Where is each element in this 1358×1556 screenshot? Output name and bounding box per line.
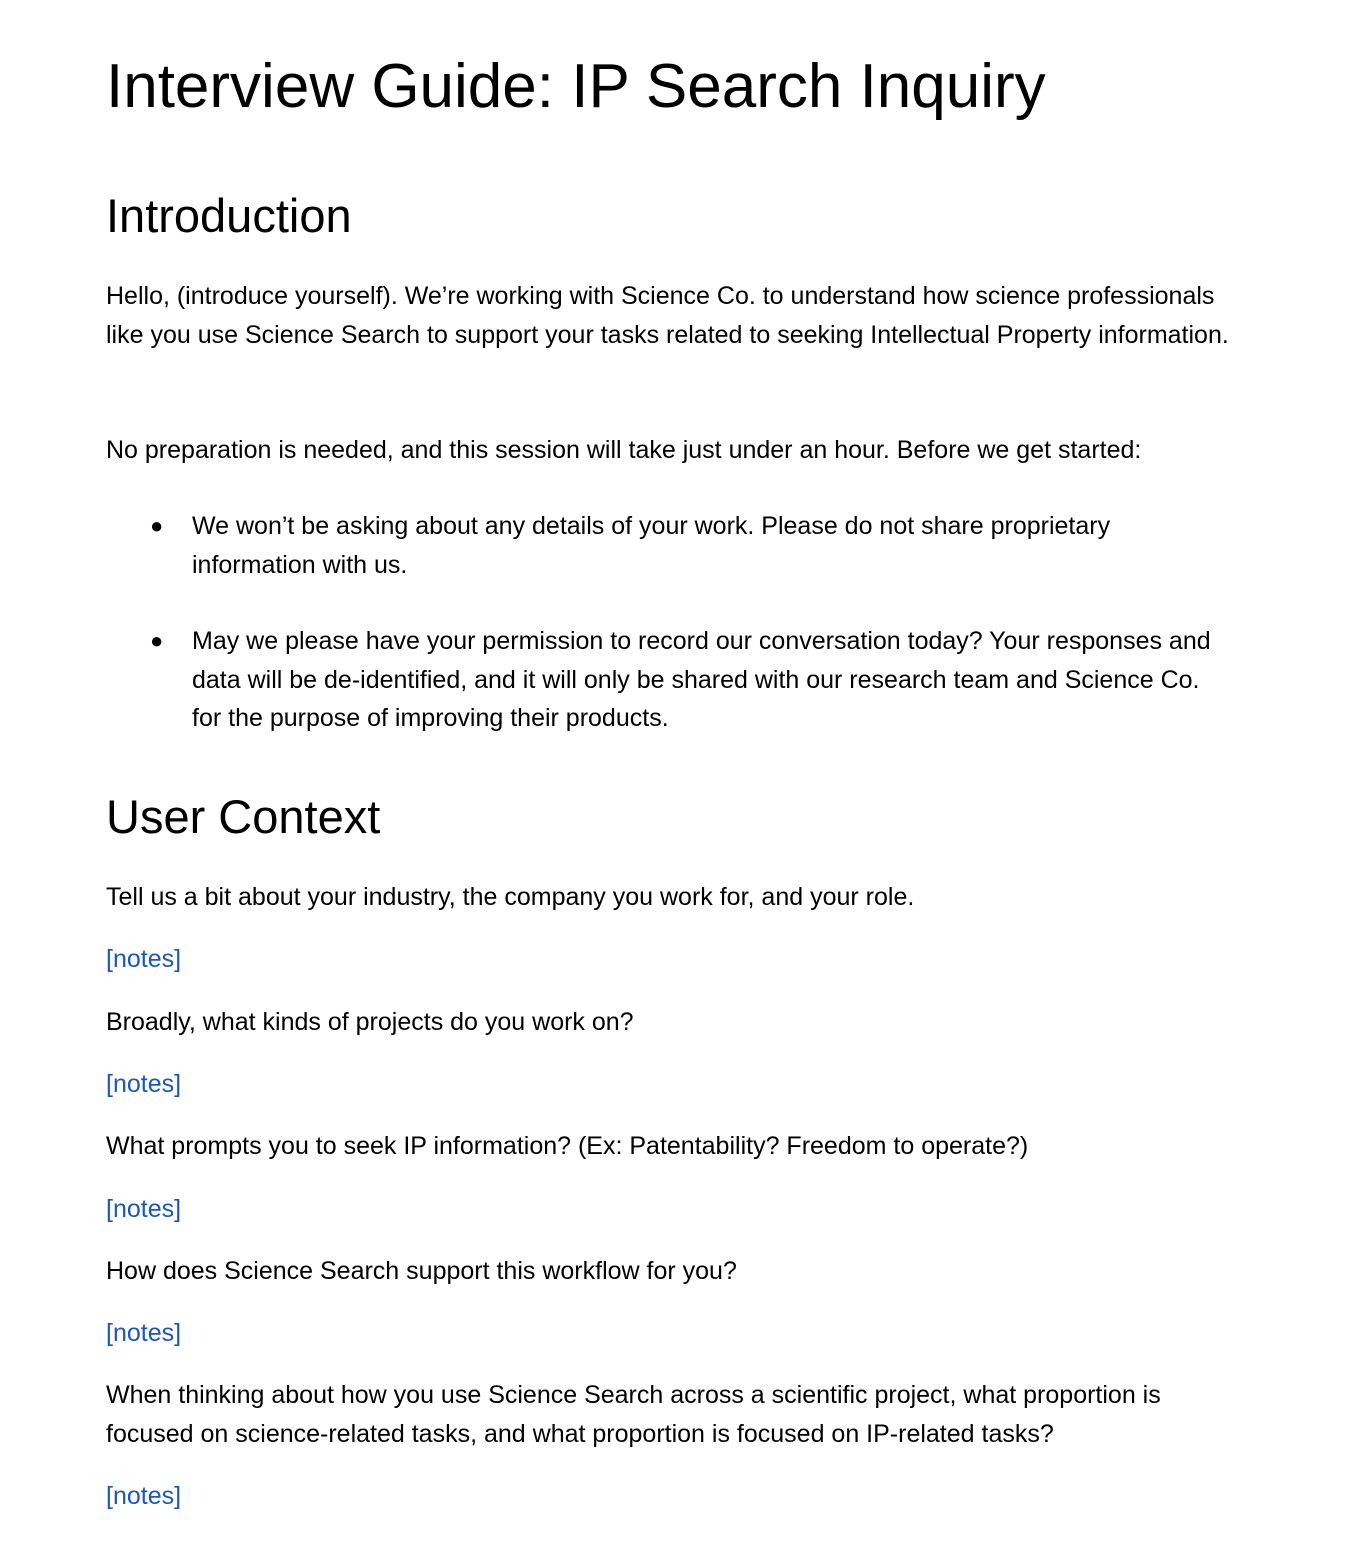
document-title: Interview Guide: IP Search Inquiry bbox=[106, 52, 1046, 121]
question-text: How does Science Search support this workflow for you? bbox=[106, 1257, 737, 1285]
bullet-text: We won’t be asking about any details of your work. Please do not share proprietary information with us. bbox=[192, 512, 1111, 579]
introduction-paragraph-2: No preparation is needed, and this session will take just under an hour. Before we get started: bbox=[106, 436, 1142, 464]
question-text: When thinking about how you use Science Search across a scientific project, what proportion is focused on science-related tasks, and what proportion is focused on IP-related tasks? bbox=[106, 1381, 1161, 1448]
notes-link[interactable]: [notes] bbox=[106, 1482, 182, 1510]
introduction-paragraph-1: Hello, (introduce yourself). We’re working with Science Co. to understand how science professionals like you use Science Search to support your tasks related to seeking Intellectual Property information. bbox=[106, 282, 1229, 349]
bullet-icon: ● bbox=[150, 628, 164, 653]
question-text: Tell us a bit about your industry, the company you work for, and your role. bbox=[106, 883, 915, 911]
notes-link[interactable]: [notes] bbox=[106, 1070, 182, 1098]
question-text: What prompts you to seek IP information? (Ex: Patentability? Freedom to operate?) bbox=[106, 1132, 1029, 1160]
user-context-heading: User Context bbox=[106, 790, 381, 843]
bullet-text: May we please have your permission to record our conversation today? Your responses and data will be de-identified, and it will only be shared with our research team and Science Co. for the purpose of improving their products. bbox=[192, 627, 1211, 732]
notes-link[interactable]: [notes] bbox=[106, 1195, 182, 1223]
introduction-heading: Introduction bbox=[106, 189, 352, 242]
bullet-icon: ● bbox=[150, 513, 164, 538]
question-text: Broadly, what kinds of projects do you work on? bbox=[106, 1008, 634, 1036]
notes-link[interactable]: [notes] bbox=[106, 1319, 182, 1347]
notes-link[interactable]: [notes] bbox=[106, 945, 182, 973]
